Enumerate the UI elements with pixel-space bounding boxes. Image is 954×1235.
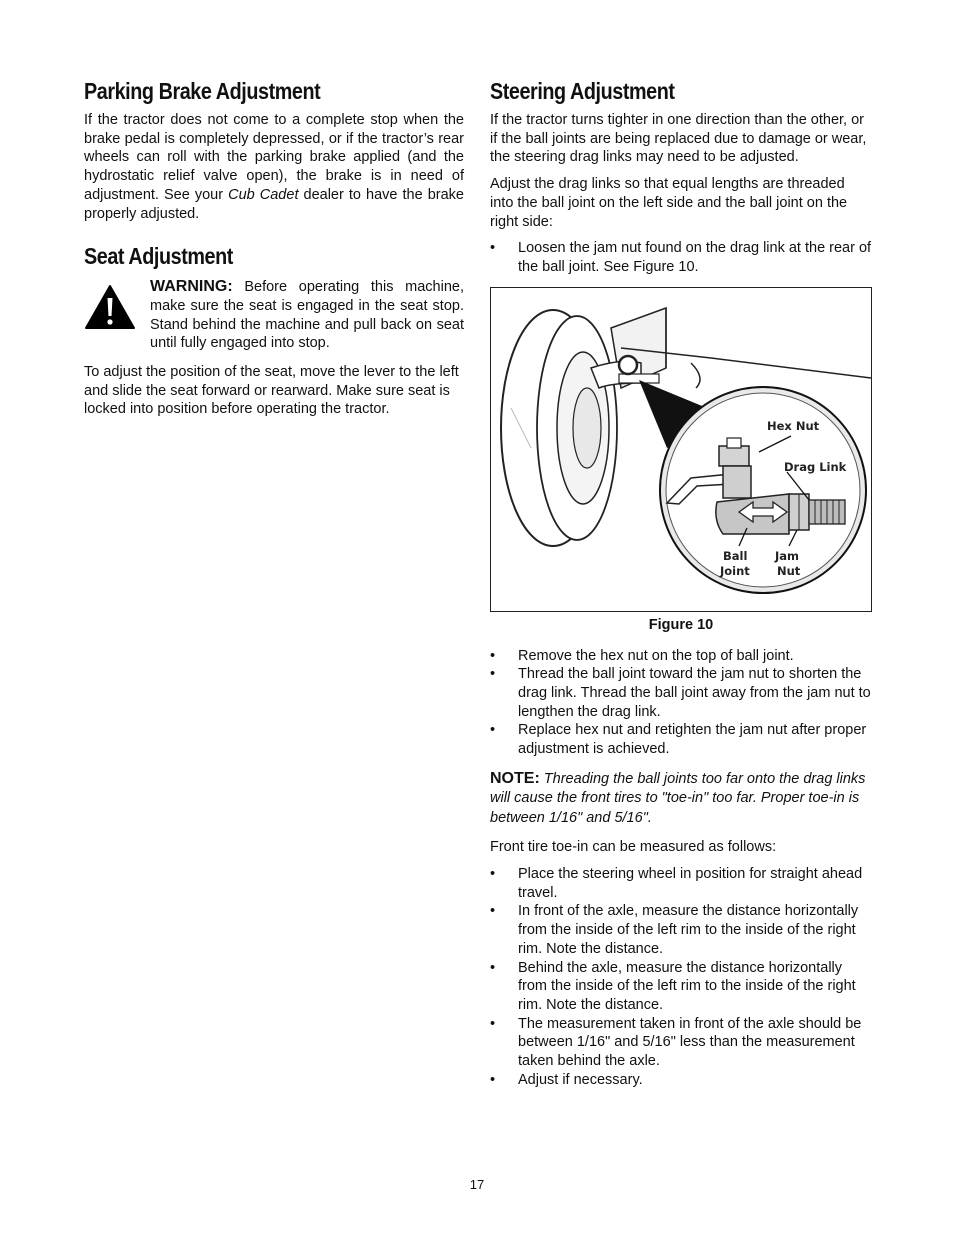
figure-10-illustration <box>490 287 872 612</box>
warning-label: WARNING: <box>150 278 233 296</box>
list-item: • Replace hex nut and retighten the jam nut after proper adjustment is achieved. <box>490 722 867 758</box>
bullet: • <box>490 722 496 739</box>
page-number: 17 <box>469 1177 485 1192</box>
list-item: • Loosen the jam nut found on the drag link at the rear of the ball joint. See Figure 10. <box>490 240 872 275</box>
list-item: • Behind the axle, measure the distance horizontally from the inside of the left rim to the inside of the right rim. Note the distance. <box>490 959 856 1013</box>
warning-triangle-icon <box>84 284 136 330</box>
jam-nut-label-line2: Nut <box>777 563 801 578</box>
seat-adjustment-heading: Seat Adjustment <box>84 243 233 270</box>
note-label: NOTE: <box>490 769 540 787</box>
note-text: Threading the ball joints too far onto the drag links will cause the front tires to "toe-in" too far. Proper toe-in is between 1/16" and 5/16". <box>490 770 866 826</box>
ball-joint-label-line2: Joint <box>720 563 750 578</box>
note-paragraph <box>490 769 872 829</box>
list-item: • Adjust if necessary. <box>490 1071 643 1088</box>
bullet: • <box>490 666 496 683</box>
warning-block <box>84 278 464 353</box>
toe-in-intro: Front tire toe-in can be measured as follows: <box>490 839 777 856</box>
seat-adjustment-paragraph: To adjust the position of the seat, move the lever to the left and slide the seat forward or rearward. Make sure seat is locked into position before operating the tractor. <box>84 364 459 418</box>
steering-intro: If the tractor turns tighter in one direction than the other, or if the ball joints are being replaced due to damage or wear, the steering drag links may need to be adjusted. <box>490 112 867 166</box>
list-item: • The measurement taken in front of the axle should be between 1/16" and 5/16" less than the measurement taken behind the axle. <box>490 1015 862 1070</box>
steering-adjustment-heading: Steering Adjustment <box>490 78 675 104</box>
parking-brake-paragraph <box>84 111 464 223</box>
warning-text <box>150 278 464 353</box>
bullet: • <box>490 866 496 883</box>
bullet: • <box>490 647 496 664</box>
steering-list-2 <box>490 647 872 759</box>
list-item: • Thread the ball joint toward the jam nut to shorten the drag link. Thread the ball joint away from the jam nut to lengthen the drag link. <box>490 666 871 720</box>
steering-adjust-text: Adjust the drag links so that equal lengths are threaded into the ball joint on the left side and the ball joint on the right side: <box>490 176 848 230</box>
list-item: • Remove the hex nut on the top of ball joint. <box>490 647 794 664</box>
bullet: • <box>490 1015 496 1032</box>
parking-text-end: dealer to have the brake properly adjusted. <box>84 186 464 222</box>
bullet: • <box>490 1071 496 1088</box>
drag-link-label: Drag Link <box>784 459 847 474</box>
bullet: • <box>490 903 496 920</box>
ball-joint-label-line1: Ball <box>723 548 748 563</box>
parking-text-start: If the tractor does not come to a complete stop when the brake pedal is completely depressed, or if the tractor’s rear wheels can roll with the parking brake applied (and the hydrostatic relief valve open), the brake is in need of adjustment. See your <box>84 112 464 203</box>
hex-nut-label: Hex Nut <box>767 418 820 433</box>
jam-nut-label-line1: Jam <box>775 548 800 563</box>
drag-link-diagram <box>491 288 871 611</box>
right-column <box>490 78 872 1099</box>
left-column <box>84 78 464 427</box>
parking-brake-heading: Parking Brake Adjustment <box>84 78 321 104</box>
steering-list-1 <box>490 239 872 276</box>
list-item: • Place the steering wheel in position for straight ahead travel. <box>490 866 863 901</box>
brand-name: Cub Cadet <box>228 186 299 203</box>
warning-body: Before operating this machine, make sure the seat is engaged in the seat stop. Stand behind the machine and pull back on seat until fully engaged into stop. <box>150 279 464 352</box>
list-item: • In front of the axle, measure the distance horizontally from the inside of the left rim to the inside of the right rim. Note the distance. <box>490 903 859 957</box>
bullet: • <box>490 959 496 976</box>
figure-caption: Figure 10 <box>648 616 714 633</box>
steering-list-3 <box>490 865 872 1089</box>
bullet: • <box>490 240 496 257</box>
